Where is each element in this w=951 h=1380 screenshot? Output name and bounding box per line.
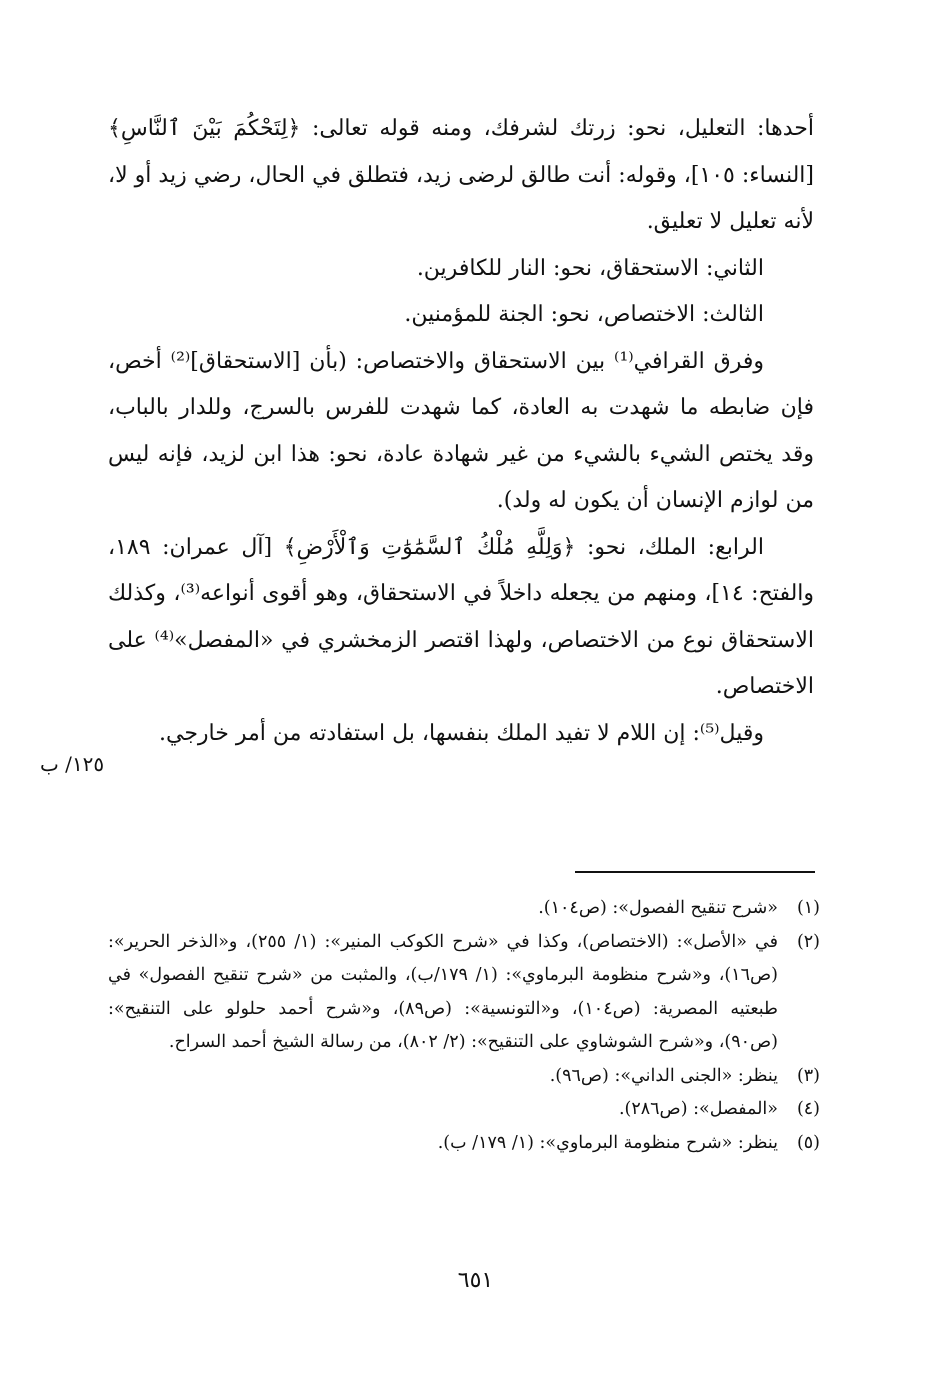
- footnote-text: ينظر: «الجنى الداني»: (ص٩٦).: [549, 1065, 778, 1086]
- footnote-number: (٢): [796, 931, 820, 952]
- paragraph-third-meaning: الثالث: الاختصاص، نحو: الجنة للمؤمنين.: [404, 302, 764, 327]
- paragraph-qarafi-distinction: وفرق القرافي⁽¹⁾ بين الاستحقاق والاختصاص: (بأن [الاستحقاق]⁽²⁾ أخص، فإن ضابطه ما شهدت به العادة، كما شهدت للفرس بالسرج، وللدار بالباب، وقد يختص الشيء بالشيء من غير شهادة عادة، نحو: هذا ابن لزيد، فإنه ليس من لوازم الإنسان أن يكون له ولد).: [108, 348, 814, 513]
- paragraph-first: أحدها: التعليل، نحو: زرتك لشرفك، ومنه قوله تعالى: ﴿لِتَحْكُمَ بَيْنَ ٱلنَّاسِ﴾ [النساء: ١٠٥]، وقوله: أنت طالق لرضى زيد، فتطلق في الحال، رضي زيد أو لا، لأنه تعليل لا تعليق.: [108, 116, 814, 234]
- folio-marker: ١٢٥/ ب: [40, 752, 105, 776]
- paragraph-qila: وقيل⁽⁵⁾: إن اللام لا تفيد الملك بنفسها، بل استفادته من أمر خارجي.: [159, 720, 764, 746]
- footnote-4: [108, 1093, 820, 1127]
- paragraph-fourth-meaning: الرابع: الملك، نحو: ﴿وَلِلَّهِ مُلْكُ ٱلسَّمَٰوَٰتِ وَٱلْأَرْضِ﴾ [آل عمران: ١٨٩، والفتح: ١٤]، ومنهم من يجعله داخلاً في الاستحقاق، وهو أقوى أنواعه⁽³⁾، وكذلك الاستحقاق نوع من الاختصاص، ولهذا اقتصر الزمخشري في «المفصل»⁽⁴⁾ على الاختصاص.: [108, 534, 815, 699]
- footnote-1: [108, 892, 820, 926]
- footnote-text: ينظر: «شرح منظومة البرماوي»: (١/ ١٧٩/ ب).: [437, 1132, 778, 1153]
- footnote-2: [108, 926, 820, 1060]
- footnote-3: [108, 1060, 820, 1094]
- footnote-number: (٥): [796, 1132, 820, 1153]
- footnote-number: (١): [796, 898, 820, 918]
- page-number: ٦٥١: [457, 1268, 494, 1293]
- paragraph-second-meaning: الثاني: الاستحقاق، نحو: النار للكافرين.: [416, 255, 764, 281]
- footnote-5: [108, 1127, 820, 1161]
- footnote-text: «المفصل»: (ص٢٨٦).: [618, 1099, 778, 1119]
- footnote-number: (٣): [796, 1065, 820, 1086]
- footnotes: [108, 892, 820, 1160]
- footnote-number: (٤): [796, 1099, 820, 1119]
- footnote-separator: [575, 871, 815, 873]
- footnote-text: «شرح تنقيح الفصول»: (ص١٠٤).: [538, 898, 778, 918]
- main-text: [108, 106, 814, 757]
- footnote-text: في «الأصل»: (الاختصاص)، وكذا في «شرح الكوكب المنير»: (١/ ٢٥٥)، و«الذخر الحرير»: (ص١٦)، و«شرح منظومة البرماوي»: (١/ ١٧٩/ب)، والمثبت من «شرح تنقيح الفصول» في طبعتيه المصرية: (ص١٠٤)، و«التونسية»: (ص٨٩)، و«شرح أحمد حلولو على التنقيح»: (ص٩٠)، و«شرح الشوشاوي على التنقيح»: (٢/ ٨٠٢)، من رسالة الشيخ أحمد السراح.: [108, 931, 778, 1052]
